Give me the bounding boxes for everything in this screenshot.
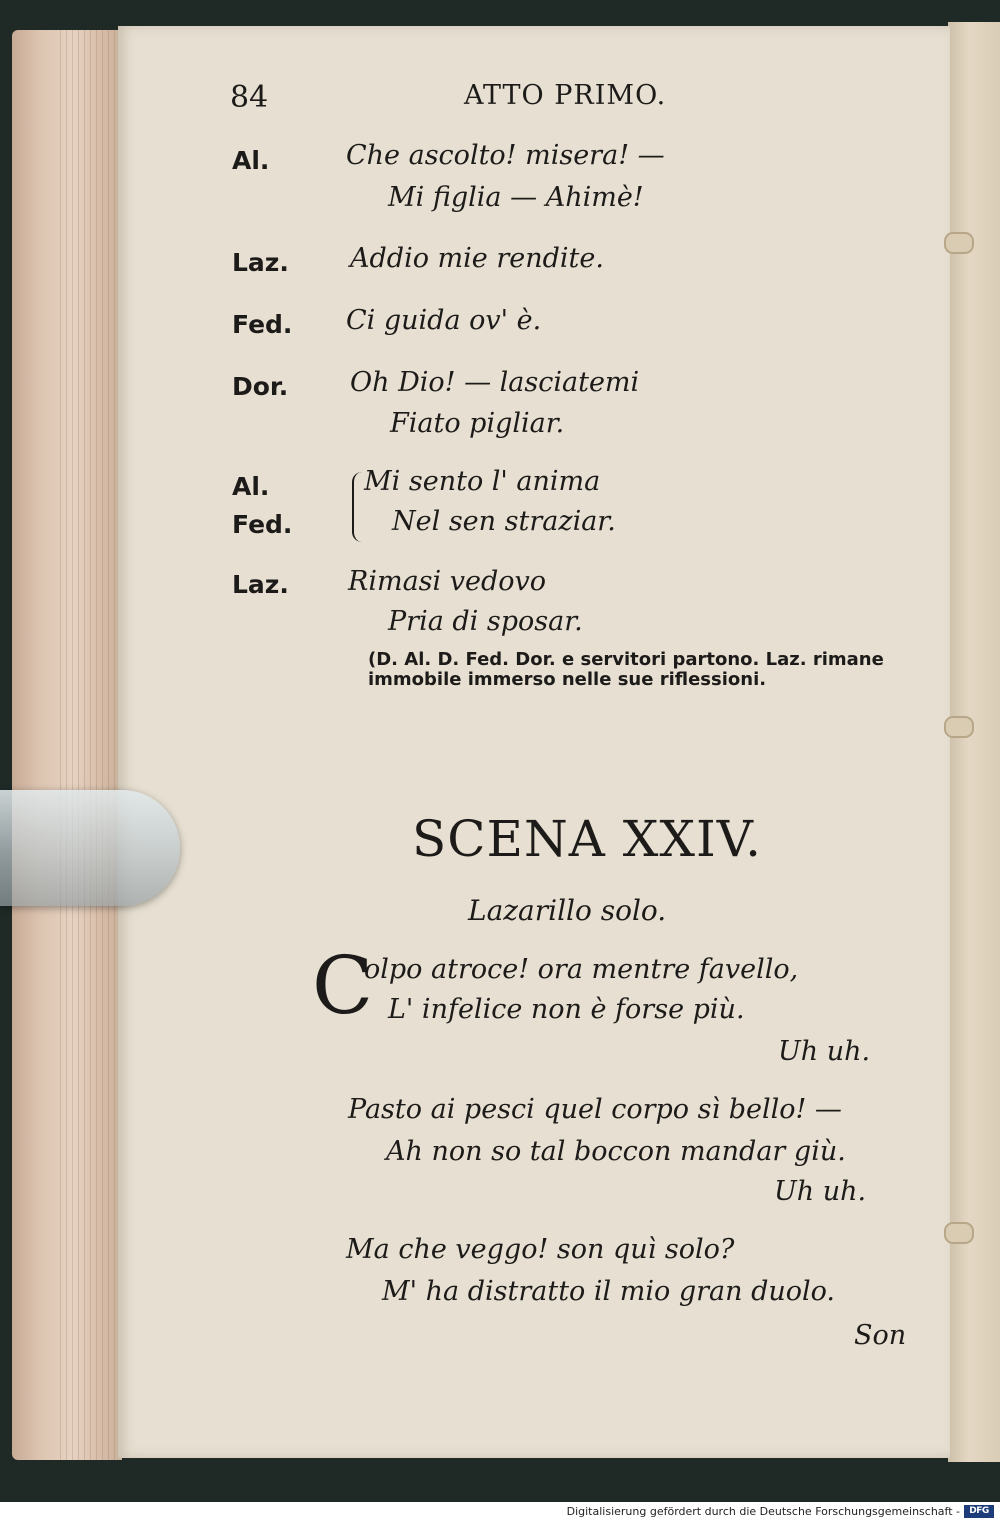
verse-line: Che ascolto! misera! — [346, 140, 665, 171]
verse-line: Oh Dio! — lasciatemi [350, 367, 640, 398]
verse-line: L' infelice non è forse più. [388, 994, 745, 1025]
stage-direction: (D. Al. D. Fed. Dor. e servitori partono. Laz. rimane immobile immerso nelle sue riflessioni. [368, 649, 884, 690]
scene-title: SCENA XXIV. [412, 810, 762, 868]
verse-line: Fiato pigliar. [390, 408, 565, 439]
drop-capital: C [312, 939, 374, 1032]
page-edge-lines [60, 30, 120, 1460]
footer-bar [0, 1502, 1000, 1521]
brace-mark [352, 472, 364, 542]
speaker-label: Fed. [232, 310, 293, 339]
verse-line: Pria di sposar. [388, 606, 583, 637]
speaker-label: Fed. [232, 510, 293, 539]
verse-line: Uh uh. [774, 1176, 867, 1207]
catchword: Son [854, 1320, 907, 1351]
binding-thread [944, 1222, 974, 1244]
verse-line: Mi figlia — Ahimè! [388, 182, 644, 213]
speaker-label: Laz. [232, 570, 289, 599]
footer-credit: Digitalisierung gefördert durch die Deutsche Forschungsgemeinschaft - [566, 1505, 960, 1518]
verse-line: Uh uh. [778, 1036, 871, 1067]
verse-line: Mi sento l' anima [364, 466, 601, 497]
verse-line: Ma che veggo! son quì solo? [346, 1234, 735, 1265]
verse-line: Rimasi vedovo [348, 566, 547, 597]
speaker-label: Dor. [232, 372, 289, 401]
speaker-label: Al. [232, 472, 270, 501]
dfg-logo: DFG [964, 1505, 994, 1518]
verse-line: Nel sen straziar. [392, 506, 616, 537]
page-number: 84 [230, 80, 269, 115]
page-holder-clip [0, 790, 180, 906]
scene-character: Lazarillo solo. [468, 894, 667, 927]
verse-line: olpo atroce! ora mentre favello, [364, 954, 799, 985]
verse-line: Pasto ai pesci quel corpo sì bello! — [348, 1094, 842, 1125]
running-head: ATTO PRIMO. [464, 80, 667, 111]
speaker-label: Laz. [232, 248, 289, 277]
speaker-label: Al. [232, 146, 270, 175]
binding-thread [944, 716, 974, 738]
binding-thread [944, 232, 974, 254]
verse-line: Ci guida ov' è. [346, 305, 542, 336]
verse-line: Addio mie rendite. [350, 243, 604, 274]
verse-line: M' ha distratto il mio gran duolo. [382, 1276, 836, 1307]
verse-line: Ah non so tal boccon mandar giù. [386, 1136, 846, 1167]
